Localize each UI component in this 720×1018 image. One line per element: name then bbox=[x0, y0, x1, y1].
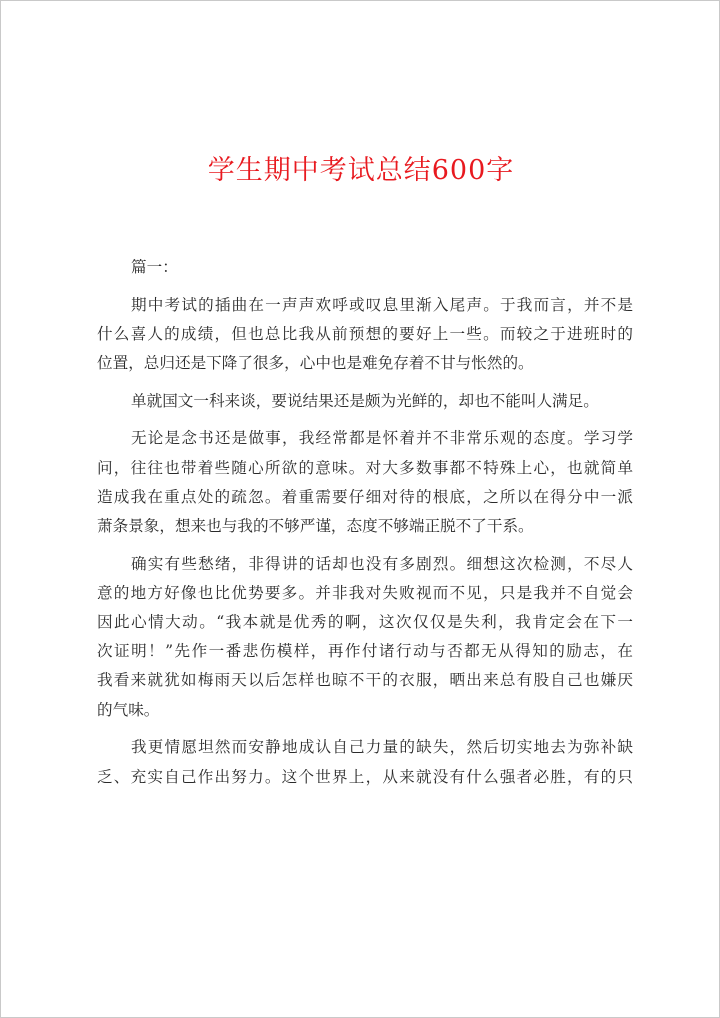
text-line: 问，往往也带着些随心所欲的意味。对大多数事都不特殊上心，也就简单 bbox=[97, 458, 633, 477]
document-title: 学生期中考试总结600字 bbox=[207, 155, 515, 186]
paragraph bbox=[97, 291, 633, 379]
text-line: 无论是念书还是做事，我经常都是怀着并不非常乐观的态度。学习学 bbox=[131, 429, 633, 448]
text-line: 萧条景象，想来也与我的不够严谨，态度不够端正脱不了干系。 bbox=[97, 517, 534, 535]
text-line: 次证明！”先作一番悲伤模样，再作付诸行动与否都无从得知的励志，在 bbox=[97, 642, 633, 661]
section-heading bbox=[97, 253, 633, 282]
text-line: 因此心情大动。“我本就是优秀的啊，这次仅仅是失利，我肯定会在下一 bbox=[97, 613, 633, 632]
paragraph bbox=[97, 387, 633, 416]
text-line: 我看来就犹如梅雨天以后怎样也晾不干的衣服，晒出来总有股自己也嫌厌 bbox=[97, 671, 633, 690]
text-line: 造成我在重点处的疏忽。着重需要仔细对待的根底，之所以在得分中一派 bbox=[97, 487, 633, 506]
text-line: 确实有些愁绪，非得讲的话却也没有多剧烈。细想这次检测，不尽人 bbox=[131, 554, 633, 573]
text-line: 位置，总归还是下降了很多，心中也是难免存着不甘与怅然的。 bbox=[97, 354, 534, 373]
text-line: 我更情愿坦然而安静地成认自己力量的缺失，然后切实地去为弥补缺 bbox=[131, 738, 633, 757]
paragraph bbox=[97, 550, 633, 725]
paragraph bbox=[97, 424, 633, 541]
text-line: 意的地方好像也比优势要多。并非我对失败视而不见，只是我并不自觉会 bbox=[97, 583, 633, 602]
document-body bbox=[97, 253, 633, 800]
paragraph bbox=[97, 733, 633, 791]
text-line: 什么喜人的成绩，但也总比我从前预想的要好上一些。而较之于进班时的 bbox=[97, 324, 633, 343]
text-line: 单就国文一科来谈，要说结果还是颇为光鲜的，却也不能叫人满足。 bbox=[131, 391, 599, 410]
text-line: 期中考试的插曲在一声声欢呼或叹息里渐入尾声。于我而言，并不是 bbox=[131, 295, 633, 314]
section-label: 篇一： bbox=[131, 258, 178, 276]
text-line: 乏、充实自己作出努力。这个世界上，从来就没有什么强者必胜，有的只 bbox=[97, 767, 633, 786]
text-line: 的气味。 bbox=[97, 700, 160, 719]
